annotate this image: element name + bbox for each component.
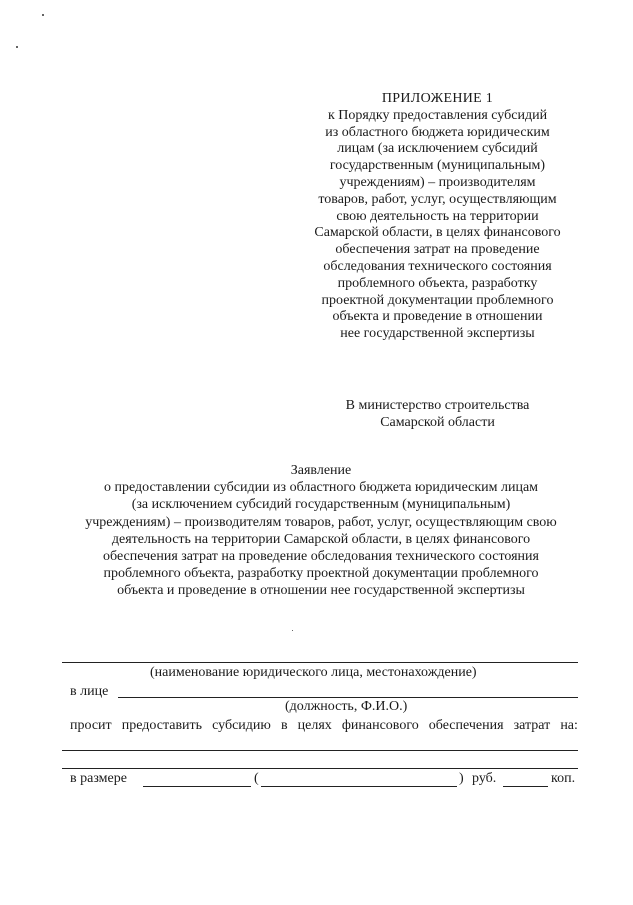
statement-title: Заявление [290, 463, 352, 478]
statement-line: объекта и проведение в отношении нее государственной экспертизы [117, 583, 525, 599]
request-word: затрат [513, 718, 551, 733]
scan-speck [16, 46, 18, 48]
request-word: целях [297, 718, 332, 733]
appendix-line: государственным (муниципальным) [329, 158, 546, 174]
statement-line: деятельность на территории Самарской области, в целях финансового [111, 531, 531, 547]
addressee-line: Самарской области [380, 415, 495, 430]
amount-digits-line[interactable] [143, 786, 251, 787]
amount-words-line[interactable] [261, 786, 457, 787]
request-word: на: [560, 718, 578, 733]
entity-name-line[interactable] [62, 662, 578, 663]
scan-speck [42, 14, 44, 16]
addressee-line: В министерство строительства [345, 398, 530, 413]
kop-line[interactable] [503, 786, 548, 787]
appendix-line: нее государственной экспертизы [340, 326, 535, 342]
appendix-line: лицам (за исключением субсидий [337, 141, 538, 157]
statement-line: проблемного объекта, разработку проектной документации проблемного [103, 566, 539, 582]
statement-block [62, 462, 580, 600]
purpose-line[interactable] [62, 750, 578, 751]
position-caption: (должность, Ф.И.О.) [285, 699, 408, 714]
appendix-line: проектной документации проблемного [321, 292, 554, 308]
appendix-title: ПРИЛОЖЕНИЕ 1 [381, 91, 494, 106]
statement-line: (за исключением субсидий государственным (муниципальным) [131, 497, 511, 513]
request-word: просит [70, 718, 112, 733]
request-word: предоставить [121, 718, 203, 733]
statement-line: учреждениям) – производителям товаров, работ, услуг, осуществляющим свою [85, 514, 557, 530]
kop-label: коп. [551, 771, 576, 786]
appendix-line: свою деятельность на территории [336, 208, 539, 224]
scan-speck [292, 630, 293, 631]
entity-caption: (наименование юридического лица, местонахождение) [150, 665, 477, 680]
appendix-line: товаров, работ, услуг, осуществляющим [318, 191, 557, 207]
request-text [70, 718, 578, 734]
addressee-block [300, 397, 575, 431]
statement-line: обеспечения затрат на проведение обследования технического состояния [103, 549, 539, 565]
appendix-line: из областного бюджета юридическим [325, 124, 550, 140]
appendix-line: обследования технического состояния [323, 258, 552, 274]
rub-label: руб. [472, 771, 497, 786]
request-word: субсидию [212, 718, 271, 733]
request-word: обеспечения [428, 718, 504, 733]
paren-close: ) [459, 771, 464, 786]
in-person-line[interactable] [118, 697, 578, 698]
appendix-block [300, 91, 575, 343]
appendix-line: Самарской области, в целях финансового [314, 225, 561, 241]
amount-label: в размере [70, 771, 127, 786]
in-person-label: в лице [70, 684, 109, 699]
request-word: финансового [341, 718, 419, 733]
paren-open: ( [254, 771, 259, 786]
appendix-line: обеспечения затрат на проведение [335, 242, 540, 258]
appendix-line: к Порядку предоставления субсидий [327, 107, 548, 123]
request-word: в [280, 718, 288, 733]
appendix-line: проблемного объекта, разработку [337, 275, 538, 291]
appendix-line: объекта и проведение в отношении [332, 309, 543, 325]
statement-line: о предоставлении субсидии из областного бюджета юридическим лицам [103, 480, 539, 496]
purpose-line-2[interactable] [62, 768, 578, 769]
appendix-line: учреждениям) – производителям [339, 174, 536, 190]
